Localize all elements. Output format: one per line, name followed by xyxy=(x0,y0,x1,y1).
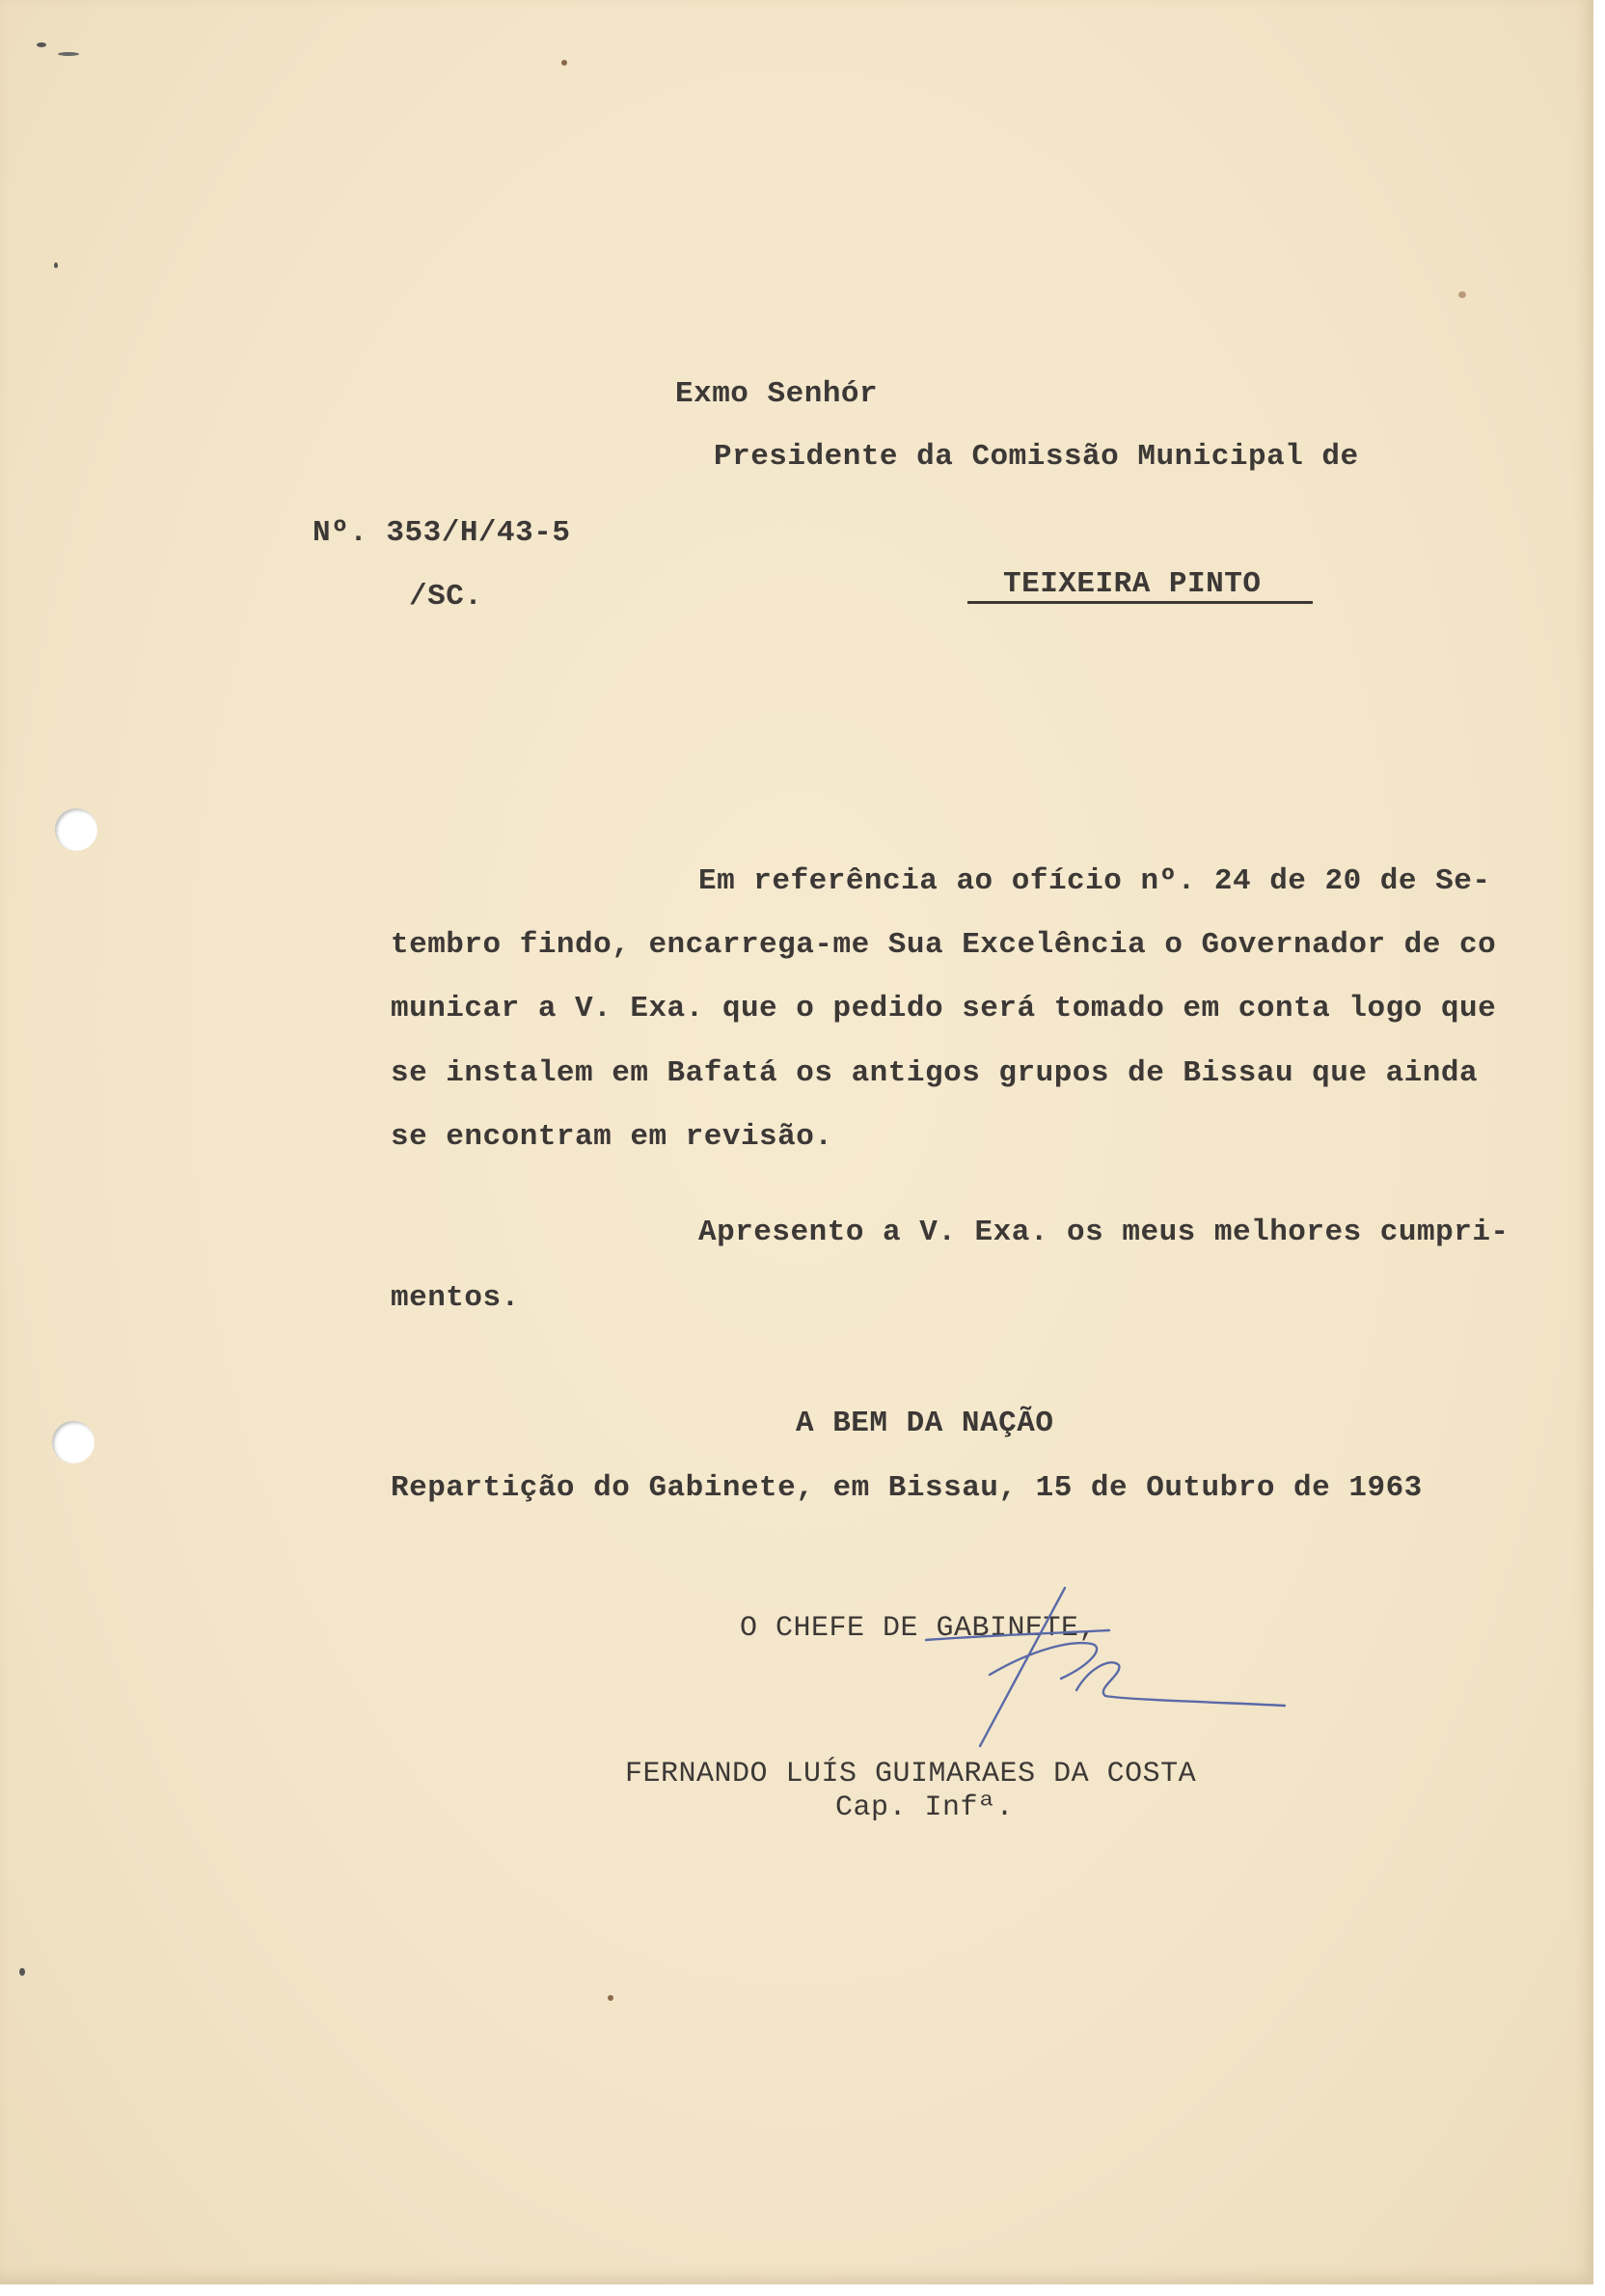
reference-number: Nº. 353/H/43-5 xyxy=(313,516,571,550)
motto: A BEM DA NAÇÃO xyxy=(796,1407,1054,1440)
paper-speck xyxy=(608,1995,613,2001)
salutation: Exmo Senhór xyxy=(675,377,879,411)
scan-edge-bottom xyxy=(0,2284,1605,2296)
paper-speck xyxy=(1458,291,1466,298)
destination: TEIXEIRA PINTO xyxy=(1003,567,1262,601)
punch-hole-bottom xyxy=(52,1421,95,1463)
addressee-line: Presidente da Comissão Municipal de xyxy=(714,440,1359,474)
signatory-name: FERNANDO LUÍS GUIMARAES DA COSTA xyxy=(625,1758,1197,1790)
scan-edge-right xyxy=(1593,0,1605,2296)
body-line-3: municar a V. Exa. que o pedido será tomado em conta logo que xyxy=(391,992,1497,1025)
paper-speck xyxy=(19,1968,25,1976)
body-line-1: Em referência ao ofício nº. 24 de 20 de Se- xyxy=(698,864,1491,898)
punch-hole-top xyxy=(55,808,97,851)
closing-line-1: Apresento a V. Exa. os meus melhores cumpri- xyxy=(698,1216,1510,1249)
signatory-title: O CHEFE DE GABINETE, xyxy=(740,1612,1098,1645)
place-date: Repartição do Gabinete, em Bissau, 15 de Outubro de 1963 xyxy=(391,1471,1423,1505)
destination-underline xyxy=(967,601,1313,604)
paper-speck xyxy=(37,42,46,47)
body-line-5: se encontram em revisão. xyxy=(391,1120,833,1154)
closing-line-2: mentos. xyxy=(391,1281,520,1315)
body-line-2: tembro findo, encarrega-me Sua Excelência o Governador de co xyxy=(391,928,1497,962)
paper-speck xyxy=(58,52,79,56)
body-line-4: se instalem em Bafatá os antigos grupos de Bissau que ainda xyxy=(391,1056,1479,1090)
paper-speck xyxy=(561,60,567,66)
handwritten-signature xyxy=(887,1582,1292,1765)
signatory-rank: Cap. Infª. xyxy=(835,1791,1015,1824)
reference-suffix: /SC. xyxy=(409,580,483,614)
paper-speck xyxy=(54,262,58,268)
